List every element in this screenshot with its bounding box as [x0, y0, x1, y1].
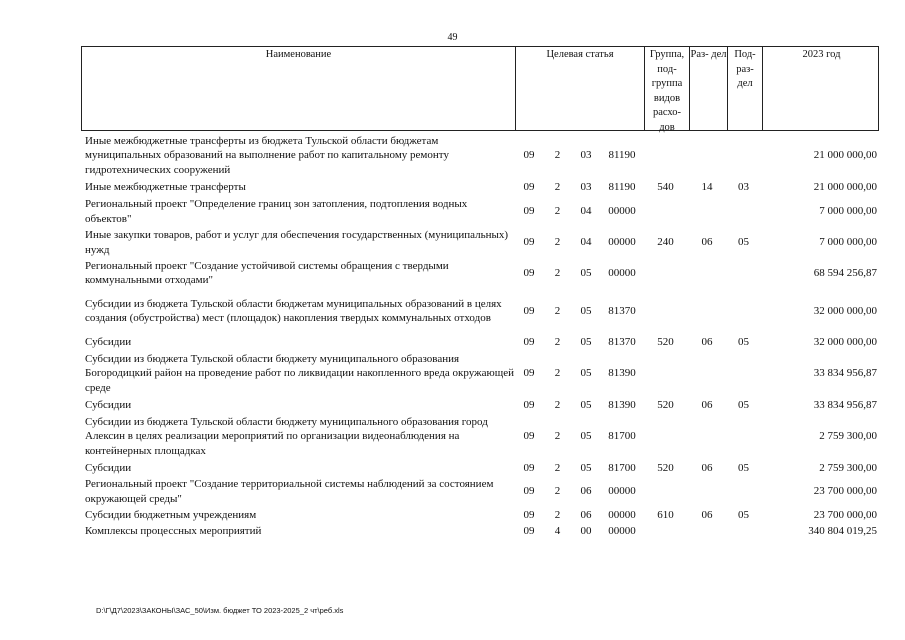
cell-target-subprogram: 2: [554, 398, 561, 411]
cell-target-subprogram: 2: [554, 461, 561, 474]
cell-subsection: 05: [738, 335, 749, 348]
cell-subsection: 03: [738, 181, 749, 194]
cell-name: Региональный проект "Определение границ зон затопления, подтопления водных объектов": [85, 198, 468, 225]
cell-target-event: 03: [580, 181, 592, 194]
table-row: [81, 334, 879, 350]
cell-amount: 7 000 000,00: [819, 236, 877, 249]
cell-target-subprogram: 2: [554, 149, 561, 162]
cell-target-event: 05: [580, 398, 592, 411]
cell-name: Субсидии бюджетным учреждениям: [85, 508, 257, 521]
cell-target-event: 05: [580, 266, 592, 279]
cell-subsection: 05: [738, 508, 749, 521]
cell-name: Субсидии: [85, 461, 132, 474]
cell-name: Субсидии из бюджета Тульской области бюджету муниципального образования Богородицкий район на проведение работ по ликвидации накопленного вреда окружающей среде: [85, 352, 514, 394]
cell-target-event: 05: [580, 304, 592, 317]
cell-target-code: 00000: [608, 266, 636, 279]
cell-target-subprogram: 2: [554, 335, 561, 348]
cell-target-subprogram: 4: [554, 524, 561, 537]
cell-target-subprogram: 2: [554, 430, 561, 443]
table-row: [81, 350, 879, 397]
table-row: [81, 288, 879, 334]
cell-name: Субсидии: [85, 398, 132, 411]
cell-section: 14: [701, 181, 713, 194]
table-row: [81, 227, 879, 258]
header-subsection: Под- раз- дел: [727, 47, 762, 130]
cell-target-program: 09: [523, 149, 535, 162]
cell-target-code: 81190: [608, 149, 636, 162]
cell-target-program: 09: [523, 485, 535, 498]
cell-target-code: 00000: [608, 524, 636, 537]
cell-target-code: 81390: [608, 367, 636, 380]
cell-target-event: 04: [580, 205, 592, 218]
cell-amount: 33 834 956,87: [813, 367, 877, 380]
cell-subsection: 05: [738, 461, 749, 474]
page-number: 49: [447, 32, 458, 43]
cell-group: 610: [657, 508, 674, 521]
cell-target-subprogram: 2: [554, 485, 561, 498]
cell-amount: 68 594 256,87: [813, 266, 877, 279]
cell-target-event: 04: [580, 236, 592, 249]
cell-name: Иные межбюджетные трансферты: [85, 181, 246, 194]
cell-target-code: 00000: [608, 485, 636, 498]
cell-group: 240: [657, 236, 674, 249]
cell-target-event: 05: [580, 367, 592, 380]
cell-target-event: 00: [580, 524, 592, 537]
cell-target-subprogram: 2: [554, 367, 561, 380]
cell-section: 06: [701, 335, 713, 348]
cell-target-subprogram: 2: [554, 205, 561, 218]
cell-target-subprogram: 2: [554, 266, 561, 279]
table-row: [81, 179, 879, 196]
cell-target-program: 09: [523, 398, 535, 411]
cell-target-code: 81370: [608, 335, 636, 348]
cell-amount: 21 000 000,00: [813, 181, 877, 194]
table-row: [81, 196, 879, 227]
header-name: Наименование: [265, 49, 332, 60]
cell-target-program: 09: [523, 304, 535, 317]
cell-target-event: 05: [580, 430, 592, 443]
cell-target-code: 81190: [608, 181, 636, 194]
cell-amount: 23 700 000,00: [813, 485, 877, 498]
cell-target-event: 05: [580, 335, 592, 348]
table-row: [81, 258, 879, 288]
cell-target-program: 09: [523, 205, 535, 218]
cell-amount: 32 000 000,00: [813, 335, 877, 348]
cell-amount: 33 834 956,87: [813, 398, 877, 411]
cell-target-event: 05: [580, 461, 592, 474]
cell-target-program: 09: [523, 181, 535, 194]
cell-section: 06: [701, 461, 713, 474]
cell-target-code: 81700: [608, 430, 636, 443]
cell-target-program: 09: [523, 430, 535, 443]
cell-group: 520: [657, 461, 674, 474]
cell-name: Субсидии: [85, 335, 132, 348]
cell-group: 520: [657, 335, 674, 348]
cell-target-program: 09: [523, 236, 535, 249]
cell-group: 520: [657, 398, 674, 411]
table-row: [81, 523, 879, 539]
header-section: Раз- дел: [689, 47, 727, 130]
cell-amount: 32 000 000,00: [813, 304, 877, 317]
cell-name: Иные межбюджетные трансферты из бюджета Тульской области бюджетам муниципальных образований на выполнение работ по капитальному ремонту гидротехнических сооружений: [85, 134, 449, 176]
cell-target-program: 09: [523, 335, 535, 348]
cell-target-code: 81370: [608, 304, 636, 317]
cell-target-event: 03: [580, 149, 592, 162]
table-row: [81, 397, 879, 413]
cell-target-subprogram: 2: [554, 181, 561, 194]
table-row: [81, 476, 879, 507]
table-row: [81, 507, 879, 523]
cell-amount: 2 759 300,00: [819, 461, 877, 474]
cell-section: 06: [701, 398, 713, 411]
cell-target-code: 81390: [608, 398, 636, 411]
cell-amount: 340 804 019,25: [808, 524, 877, 537]
cell-target-code: 00000: [608, 508, 636, 521]
table-row: [81, 460, 879, 476]
cell-group: 540: [657, 181, 674, 194]
cell-name: Комплексы процессных мероприятий: [85, 524, 262, 537]
cell-amount: 23 700 000,00: [813, 508, 877, 521]
cell-target-code: 81700: [608, 461, 636, 474]
cell-target-program: 09: [523, 508, 535, 521]
cell-target-program: 09: [523, 266, 535, 279]
cell-target-code: 00000: [608, 236, 636, 249]
cell-target-program: 09: [523, 524, 535, 537]
table-row: [81, 413, 879, 460]
cell-section: 06: [701, 508, 713, 521]
cell-target-program: 09: [523, 461, 535, 474]
table-body: [81, 132, 879, 539]
cell-section: 06: [701, 236, 713, 249]
table-header: [81, 46, 879, 131]
cell-amount: 21 000 000,00: [813, 149, 877, 162]
cell-name: Региональный проект "Создание устойчивой системы обращения с твердыми коммунальными отходами": [85, 259, 449, 286]
cell-name: Субсидии из бюджета Тульской области бюджету муниципального образования город Алексин в целях реализации мероприятий по организации видеонаблюдения на контейнерных площадках: [85, 415, 488, 457]
cell-amount: 2 759 300,00: [819, 430, 877, 443]
cell-target-program: 09: [523, 367, 535, 380]
footer-file-path: D:\Г\Д7\2023\ЗАКОНЫ\ЗАС_50\Изм. бюджет ТО 2023-2025_2 чт\реб.xls: [96, 606, 344, 615]
cell-amount: 7 000 000,00: [819, 205, 877, 218]
cell-target-subprogram: 2: [554, 236, 561, 249]
cell-target-event: 06: [580, 485, 592, 498]
cell-name: Иные закупки товаров, работ и услуг для обеспечения государственных (муниципальных) нужд: [85, 229, 509, 256]
cell-target-subprogram: 2: [554, 508, 561, 521]
cell-target-event: 06: [580, 508, 592, 521]
cell-target-code: 00000: [608, 205, 636, 218]
cell-subsection: 05: [738, 398, 749, 411]
table-row: [81, 132, 879, 179]
header-target: Целевая статья: [515, 47, 644, 130]
cell-subsection: 05: [738, 236, 749, 249]
cell-name: Субсидии из бюджета Тульской области бюджетам муниципальных образований в целях создания (обустройства) мест (площадок) накопления твердых коммунальных отходов: [85, 297, 502, 324]
cell-name: Региональный проект "Создание территориальной системы наблюдений за состоянием окружающей среды": [85, 478, 494, 505]
header-group: Группа, под- группа видов расхо- дов: [644, 47, 689, 130]
cell-target-subprogram: 2: [554, 304, 561, 317]
header-year: 2023 год: [762, 47, 880, 130]
